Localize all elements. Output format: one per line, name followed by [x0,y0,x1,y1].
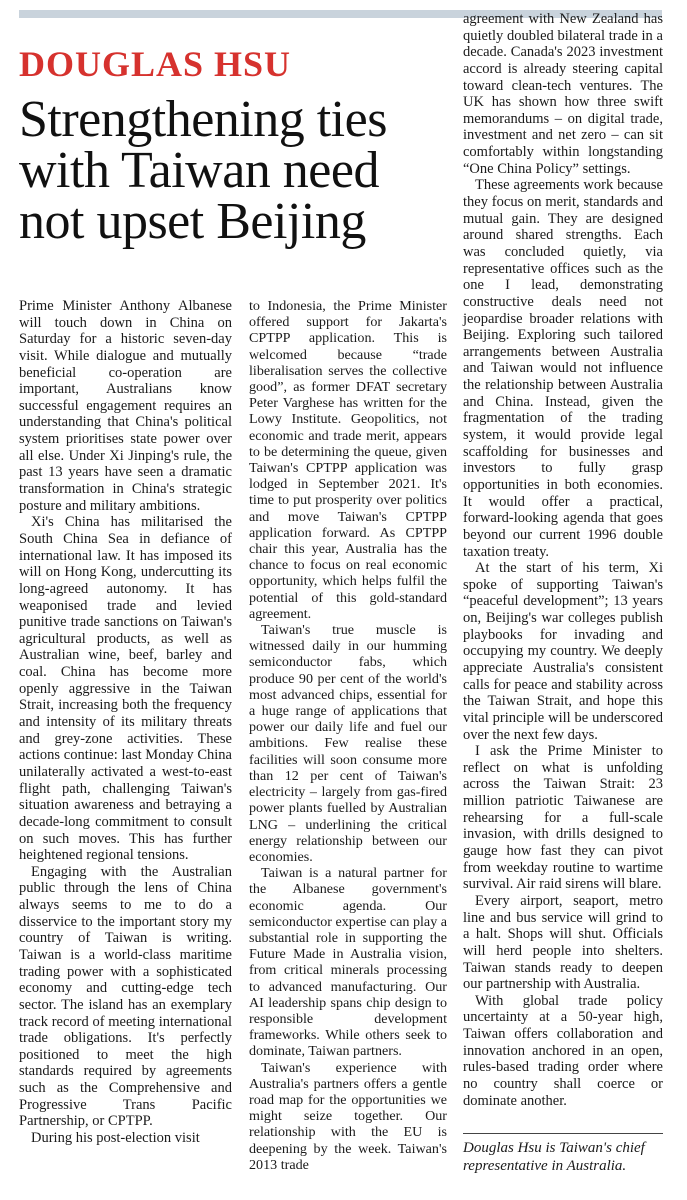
paragraph: I ask the Prime Minister to reflect on what is unfolding across the Taiwan Strait: 23 million patriotic Taiwanese are rehearsing for a full-scale invasion, with drills designed to gauge how fast they can pivot from weekday routine to wartime survival. Air raid sirens will blare. [463,743,663,893]
paragraph: Engaging with the Australian public through the lens of China always seems to me to do a disservice to the important story my country of Taiwan is writing. Taiwan is a world-class maritime trading power with a sophisticated economy and cutting-edge tech sector. The island has an exemplary track record of meeting international trade obligations. It's perfectly positioned to meet the high standards required by agreements such as the Comprehensive and Progressive Trans Pacific Partnership, or CPTPP. [19,863,232,1130]
paragraph: Taiwan is a natural partner for the Albanese government's economic agenda. Our semiconductor expertise can play a substantial role in supporting the Future Made in Australia vision, from critical minerals processing to advanced manufacturing. Our AI leadership spans chip design to responsible development frameworks. While others seek to dominate, Taiwan partners. [249,865,448,1060]
article-headline: Strengthening ties with Taiwan need not upset Beijing [19,91,387,250]
article-column-1 [19,298,232,1147]
paragraph: Taiwan's experience with Australia's partners offers a gentle road map for the opportunities we might seize together. Our relationship with the EU is deepening by the week. Taiwan's 2013 trade [249,1059,447,1173]
paragraph: Every airport, seaport, metro line and bus service will grind to a halt. Shops will shut. Officials will herd people into shelters. Taiwan stands ready to deepen our partnership with Australia. [463,892,663,993]
paragraph: At the start of his term, Xi spoke of supporting Taiwan's “peaceful development”; 13 years on, Beijing's war colleges publish playbooks for invading and occupying my country. We deeply appreciate Australia's consistent calls for peace and stability across the Taiwan Strait, and hope this vital principle will be underscored over the next few days. [463,560,663,743]
paragraph: Xi's China has militarised the South China Sea in defiance of international law. It has imposed its will on Hong Kong, undercutting its long-agreed autonomy. It has weaponised trade and levied punitive trade sanctions on Taiwan's agricultural products, as well as Australian wine, beef, barley and coal. China has become more openly aggressive in the Taiwan Strait, increasing both the frequency and intensity of its military threats and grey-zone activities. These actions continue: last Monday China unilaterally activated a west-to-east flight path, challenging Taiwan's situation awareness and betraying a decade-long commitment to consult on such moves. This has further heightened regional tensions. [19,514,232,864]
paragraph: Prime Minister Anthony Albanese will touch down in China on Saturday for a historic seven-day visit. While dialogue and mutually beneficial co-operation are important, Australians know successful engagement requires an understanding that China's political system prioritises state power over all else. Under Xi Jinping's rule, the past 13 years have seen a dramatic transformation in China's strategic posture and military ambitions. [19,298,232,514]
article-column-3 [463,11,663,1109]
paragraph: With global trade policy uncertainty at a 50-year high, Taiwan offers collaboration and innovation anchored in an open, rules-based trading order where no country shall coerce or dominate another. [463,992,663,1109]
signoff-divider [463,1133,663,1134]
author-signoff: Douglas Hsu is Taiwan's chief representative in Australia. [463,1140,645,1174]
paragraph: These agreements work because they focus on merit, standards and mutual gain. They are designed around shared strengths. Each was concluded quietly, via representative offices such as the one I lead, demonstrating constructive deals need not jeopardise broader relations with Beijing. Exploring such tailored arrangements between Australia and Taiwan would not influence the relationship between Australia and China. Instead, given the fragmentation of the trading system, it would provide legal scaffolding for businesses and investors to fully grasp opportunities in both economies. It would offer a practical, forward-looking agenda that goes beyond our current 1996 double taxation treaty. [463,177,663,560]
paragraph: During his post-election visit [31,1130,200,1147]
paragraph: Taiwan's true muscle is witnessed daily in our humming semiconductor fabs, which produce 90 per cent of the world's most advanced chips, essential for a huge range of applications that power our daily life and fuel our ambitions. Few realise these facilities will soon consume more than 12 per cent of Taiwan's electricity – largely from gas-fired power plants fuelled by Australian LNG – underlining the critical energy relationship between our economies. [249,622,447,865]
paragraph: to Indonesia, the Prime Minister offered support for Jakarta's CPTPP application. This is welcomed because “trade liberalisation serves the collective good”, as former DFAT secretary Peter Varghese has written for the Lowy Institute. Geopolitics, not economic and trade merit, appears to be determining the queue, given Taiwan's CPTPP application was lodged in September 2021. It's time to put prosperity over politics and move Taiwan's CPTPP application forward. As CPTPP chair this year, Australia has the chance to focus on real economic opportunity, which helps fulfil the potential of this gold-standard agreement. [249,298,447,622]
article-column-2 [249,298,447,1173]
paragraph: agreement with New Zealand has quietly doubled bilateral trade in a decade. Canada's 2023 investment accord is already steering capital toward clean-tech ventures. The UK has shown how three swift memorandums – on digital trade, investment and net zero – can sit comfortably within longstanding “One China Policy” settings. [463,11,663,177]
author-byline: DOUGLAS HSU [19,44,292,84]
